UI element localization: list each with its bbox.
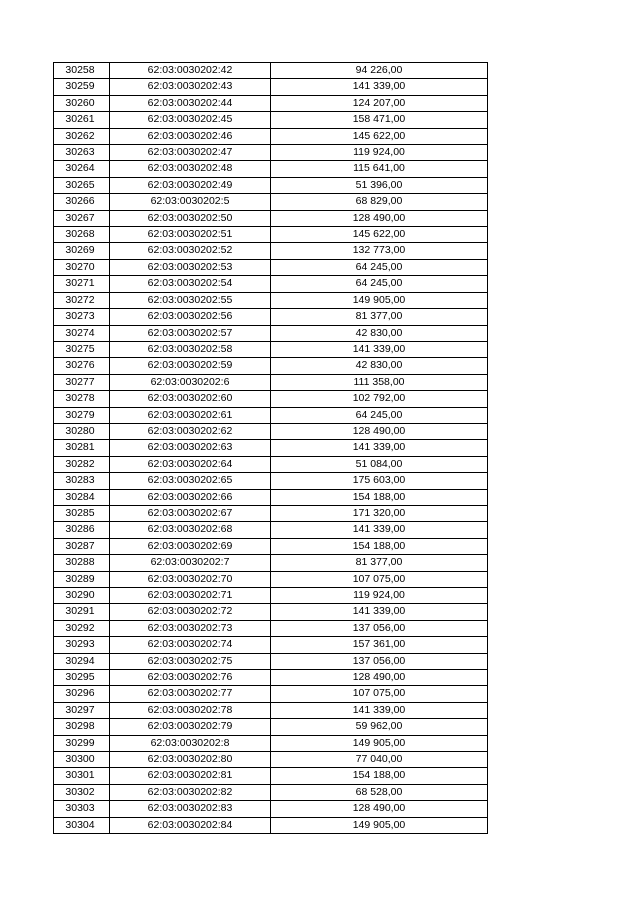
table-row (54, 358, 488, 374)
cadastral-number-cell: 62:03:0030202:65 (110, 473, 271, 489)
table-row (54, 588, 488, 604)
value-cell: 102 792,00 (271, 391, 488, 407)
table-row (54, 177, 488, 193)
table-row (54, 784, 488, 800)
row-number-cell: 30262 (54, 128, 110, 144)
row-number-cell: 30268 (54, 227, 110, 243)
row-number-cell: 30276 (54, 358, 110, 374)
cadastral-number-cell: 62:03:0030202:56 (110, 309, 271, 325)
row-number-cell: 30295 (54, 670, 110, 686)
table-row (54, 440, 488, 456)
value-cell: 64 245,00 (271, 407, 488, 423)
value-cell: 77 040,00 (271, 752, 488, 768)
row-number-cell: 30302 (54, 784, 110, 800)
cadastral-number-cell: 62:03:0030202:7 (110, 555, 271, 571)
table-row (54, 341, 488, 357)
row-number-cell: 30274 (54, 325, 110, 341)
row-number-cell: 30278 (54, 391, 110, 407)
table-row (54, 325, 488, 341)
cadastral-number-cell: 62:03:0030202:83 (110, 801, 271, 817)
value-cell: 115 641,00 (271, 161, 488, 177)
cadastral-number-cell: 62:03:0030202:63 (110, 440, 271, 456)
value-cell: 157 361,00 (271, 637, 488, 653)
row-number-cell: 30296 (54, 686, 110, 702)
cadastral-number-cell: 62:03:0030202:73 (110, 620, 271, 636)
table-row (54, 243, 488, 259)
table-row (54, 276, 488, 292)
cadastral-number-cell: 62:03:0030202:49 (110, 177, 271, 193)
row-number-cell: 30286 (54, 522, 110, 538)
cadastral-number-cell: 62:03:0030202:58 (110, 341, 271, 357)
value-cell: 137 056,00 (271, 653, 488, 669)
row-number-cell: 30271 (54, 276, 110, 292)
table-row (54, 752, 488, 768)
table-row (54, 538, 488, 554)
table-row (54, 63, 488, 79)
table-row (54, 128, 488, 144)
cadastral-number-cell: 62:03:0030202:66 (110, 489, 271, 505)
value-cell: 64 245,00 (271, 276, 488, 292)
table-row (54, 571, 488, 587)
row-number-cell: 30265 (54, 177, 110, 193)
table-row (54, 653, 488, 669)
row-number-cell: 30298 (54, 719, 110, 735)
table-row (54, 145, 488, 161)
row-number-cell: 30287 (54, 538, 110, 554)
row-number-cell: 30293 (54, 637, 110, 653)
value-cell: 145 622,00 (271, 128, 488, 144)
row-number-cell: 30283 (54, 473, 110, 489)
value-cell: 141 339,00 (271, 79, 488, 95)
value-cell: 68 528,00 (271, 784, 488, 800)
value-cell: 171 320,00 (271, 505, 488, 521)
value-cell: 141 339,00 (271, 440, 488, 456)
row-number-cell: 30277 (54, 374, 110, 390)
table-row (54, 719, 488, 735)
cadastral-number-cell: 62:03:0030202:69 (110, 538, 271, 554)
table-row (54, 505, 488, 521)
cadastral-number-cell: 62:03:0030202:72 (110, 604, 271, 620)
table-row (54, 210, 488, 226)
cadastral-number-cell: 62:03:0030202:48 (110, 161, 271, 177)
row-number-cell: 30301 (54, 768, 110, 784)
row-number-cell: 30285 (54, 505, 110, 521)
row-number-cell: 30275 (54, 341, 110, 357)
value-cell: 137 056,00 (271, 620, 488, 636)
table-row (54, 112, 488, 128)
row-number-cell: 30288 (54, 555, 110, 571)
cadastral-number-cell: 62:03:0030202:84 (110, 817, 271, 833)
row-number-cell: 30267 (54, 210, 110, 226)
value-cell: 51 084,00 (271, 456, 488, 472)
row-number-cell: 30281 (54, 440, 110, 456)
value-cell: 68 829,00 (271, 194, 488, 210)
table-row (54, 604, 488, 620)
table-row (54, 456, 488, 472)
cadastral-number-cell: 62:03:0030202:52 (110, 243, 271, 259)
table-row (54, 555, 488, 571)
value-cell: 154 188,00 (271, 768, 488, 784)
cadastral-number-cell: 62:03:0030202:47 (110, 145, 271, 161)
value-cell: 42 830,00 (271, 325, 488, 341)
cadastral-number-cell: 62:03:0030202:70 (110, 571, 271, 587)
value-cell: 141 339,00 (271, 341, 488, 357)
value-cell: 149 905,00 (271, 735, 488, 751)
cadastral-number-cell: 62:03:0030202:82 (110, 784, 271, 800)
row-number-cell: 30289 (54, 571, 110, 587)
cadastral-number-cell: 62:03:0030202:77 (110, 686, 271, 702)
row-number-cell: 30292 (54, 620, 110, 636)
value-cell: 107 075,00 (271, 571, 488, 587)
row-number-cell: 30258 (54, 63, 110, 79)
table-row (54, 391, 488, 407)
value-cell: 154 188,00 (271, 538, 488, 554)
row-number-cell: 30259 (54, 79, 110, 95)
cadastral-number-cell: 62:03:0030202:67 (110, 505, 271, 521)
row-number-cell: 30304 (54, 817, 110, 833)
table-row (54, 259, 488, 275)
row-number-cell: 30270 (54, 259, 110, 275)
value-cell: 128 490,00 (271, 210, 488, 226)
table-row (54, 702, 488, 718)
table-row (54, 637, 488, 653)
cadastral-number-cell: 62:03:0030202:60 (110, 391, 271, 407)
row-number-cell: 30261 (54, 112, 110, 128)
value-cell: 59 962,00 (271, 719, 488, 735)
cadastral-number-cell: 62:03:0030202:42 (110, 63, 271, 79)
cadastral-number-cell: 62:03:0030202:57 (110, 325, 271, 341)
value-cell: 141 339,00 (271, 702, 488, 718)
cadastral-number-cell: 62:03:0030202:50 (110, 210, 271, 226)
row-number-cell: 30266 (54, 194, 110, 210)
row-number-cell: 30290 (54, 588, 110, 604)
cadastral-number-cell: 62:03:0030202:5 (110, 194, 271, 210)
cadastral-number-cell: 62:03:0030202:76 (110, 670, 271, 686)
cadastral-number-cell: 62:03:0030202:6 (110, 374, 271, 390)
value-cell: 94 226,00 (271, 63, 488, 79)
row-number-cell: 30303 (54, 801, 110, 817)
value-cell: 145 622,00 (271, 227, 488, 243)
value-cell: 51 396,00 (271, 177, 488, 193)
value-cell: 64 245,00 (271, 259, 488, 275)
table-row (54, 194, 488, 210)
cadastral-number-cell: 62:03:0030202:79 (110, 719, 271, 735)
cadastral-number-cell: 62:03:0030202:64 (110, 456, 271, 472)
value-cell: 119 924,00 (271, 588, 488, 604)
table-row (54, 489, 488, 505)
value-cell: 42 830,00 (271, 358, 488, 374)
table-row (54, 161, 488, 177)
table-row (54, 801, 488, 817)
row-number-cell: 30279 (54, 407, 110, 423)
table-row (54, 79, 488, 95)
table-row (54, 817, 488, 833)
cadastral-number-cell: 62:03:0030202:75 (110, 653, 271, 669)
row-number-cell: 30280 (54, 423, 110, 439)
table-row (54, 522, 488, 538)
cadastral-number-cell: 62:03:0030202:68 (110, 522, 271, 538)
value-cell: 141 339,00 (271, 522, 488, 538)
cadastral-value-table (53, 62, 488, 834)
value-cell: 128 490,00 (271, 423, 488, 439)
value-cell: 158 471,00 (271, 112, 488, 128)
cadastral-number-cell: 62:03:0030202:61 (110, 407, 271, 423)
cadastral-number-cell: 62:03:0030202:81 (110, 768, 271, 784)
row-number-cell: 30284 (54, 489, 110, 505)
row-number-cell: 30299 (54, 735, 110, 751)
value-cell: 154 188,00 (271, 489, 488, 505)
cadastral-number-cell: 62:03:0030202:8 (110, 735, 271, 751)
value-cell: 141 339,00 (271, 604, 488, 620)
table-row (54, 227, 488, 243)
table-row (54, 292, 488, 308)
row-number-cell: 30291 (54, 604, 110, 620)
cadastral-number-cell: 62:03:0030202:59 (110, 358, 271, 374)
table-row (54, 620, 488, 636)
table-row (54, 374, 488, 390)
cadastral-number-cell: 62:03:0030202:80 (110, 752, 271, 768)
value-cell: 81 377,00 (271, 555, 488, 571)
value-cell: 128 490,00 (271, 801, 488, 817)
row-number-cell: 30294 (54, 653, 110, 669)
cadastral-number-cell: 62:03:0030202:51 (110, 227, 271, 243)
cadastral-number-cell: 62:03:0030202:62 (110, 423, 271, 439)
row-number-cell: 30282 (54, 456, 110, 472)
table-row (54, 670, 488, 686)
value-cell: 124 207,00 (271, 95, 488, 111)
cadastral-number-cell: 62:03:0030202:78 (110, 702, 271, 718)
table-row (54, 686, 488, 702)
cadastral-number-cell: 62:03:0030202:44 (110, 95, 271, 111)
table-body (54, 63, 488, 834)
row-number-cell: 30264 (54, 161, 110, 177)
row-number-cell: 30263 (54, 145, 110, 161)
table-row (54, 407, 488, 423)
value-cell: 81 377,00 (271, 309, 488, 325)
cadastral-number-cell: 62:03:0030202:71 (110, 588, 271, 604)
table-row (54, 423, 488, 439)
cadastral-number-cell: 62:03:0030202:46 (110, 128, 271, 144)
row-number-cell: 30273 (54, 309, 110, 325)
table-row (54, 309, 488, 325)
row-number-cell: 30297 (54, 702, 110, 718)
cadastral-number-cell: 62:03:0030202:54 (110, 276, 271, 292)
value-cell: 119 924,00 (271, 145, 488, 161)
table-row (54, 735, 488, 751)
table-row (54, 768, 488, 784)
value-cell: 149 905,00 (271, 817, 488, 833)
value-cell: 128 490,00 (271, 670, 488, 686)
row-number-cell: 30260 (54, 95, 110, 111)
value-cell: 175 603,00 (271, 473, 488, 489)
cadastral-number-cell: 62:03:0030202:45 (110, 112, 271, 128)
table-row (54, 473, 488, 489)
value-cell: 149 905,00 (271, 292, 488, 308)
table-row (54, 95, 488, 111)
row-number-cell: 30269 (54, 243, 110, 259)
row-number-cell: 30272 (54, 292, 110, 308)
value-cell: 132 773,00 (271, 243, 488, 259)
value-cell: 107 075,00 (271, 686, 488, 702)
cadastral-number-cell: 62:03:0030202:74 (110, 637, 271, 653)
cadastral-number-cell: 62:03:0030202:43 (110, 79, 271, 95)
row-number-cell: 30300 (54, 752, 110, 768)
cadastral-number-cell: 62:03:0030202:55 (110, 292, 271, 308)
cadastral-number-cell: 62:03:0030202:53 (110, 259, 271, 275)
value-cell: 111 358,00 (271, 374, 488, 390)
